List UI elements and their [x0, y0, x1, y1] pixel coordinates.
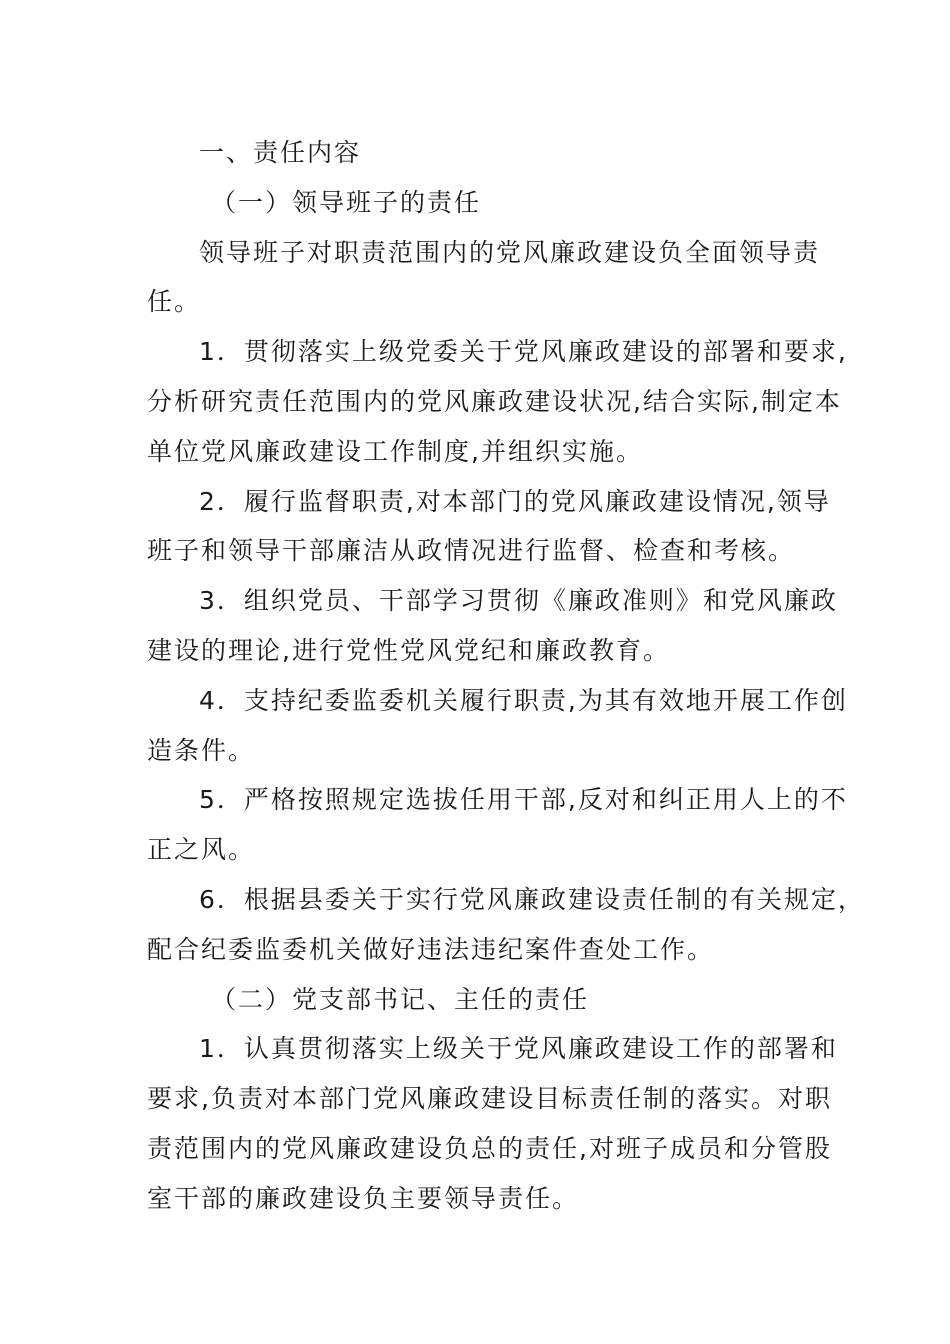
sub2-item-1-line: 室干部的廉政建设负主要领导责任。	[147, 1183, 580, 1213]
intro-paragraph-line: 领导班子对职责范围内的党风廉政建设负全面领导责	[199, 237, 821, 267]
item-2-line: 2．履行监督职责,对本部门的党风廉政建设情况,领导	[199, 486, 831, 516]
item-1-line: 单位党风廉政建设工作制度,并组织实施。	[147, 436, 643, 466]
subsection-heading-1: （一）领导班子的责任	[211, 187, 482, 217]
item-5-line: 5．严格按照规定选拔任用干部,反对和纠正用人上的不	[199, 785, 848, 815]
section-heading: 一、责任内容	[199, 138, 362, 167]
subsection-heading-2: （二）党支部书记、主任的责任	[211, 984, 590, 1014]
item-6-line: 配合纪委监委机关做好违法违纪案件查处工作。	[147, 934, 715, 964]
item-3-line: 3．组织党员、干部学习贯彻《廉政准则》和党风廉政	[199, 586, 838, 616]
item-1-line: 1．贯彻落实上级党委关于党风廉政建设的部署和要求,	[199, 337, 848, 367]
item-4-line: 4．支持纪委监委机关履行职责,为其有效地开展工作创	[199, 685, 848, 715]
item-1-line: 分析研究责任范围内的党风廉政建设状况,结合实际,制定本	[147, 386, 842, 416]
intro-paragraph-line: 任。	[147, 287, 202, 317]
sub2-item-1-line: 1．认真贯彻落实上级关于党风廉政建设工作的部署和	[199, 1034, 838, 1064]
item-2-line: 班子和领导干部廉洁从政情况进行监督、检查和考核。	[147, 536, 796, 566]
item-3-line: 建设的理论,进行党性党风党纪和廉政教育。	[147, 635, 670, 665]
document-body	[147, 128, 865, 1224]
item-5-line: 正之风。	[147, 835, 256, 865]
sub2-item-1-line: 要求,负责对本部门党风廉政建设目标责任制的落实。对职	[147, 1084, 832, 1114]
sub2-item-1-line: 责范围内的党风廉政建设负总的责任,对班子成员和分管股	[147, 1133, 832, 1163]
item-6-line: 6．根据县委关于实行党风廉政建设责任制的有关规定，	[199, 884, 865, 914]
item-4-line: 造条件。	[147, 735, 256, 765]
